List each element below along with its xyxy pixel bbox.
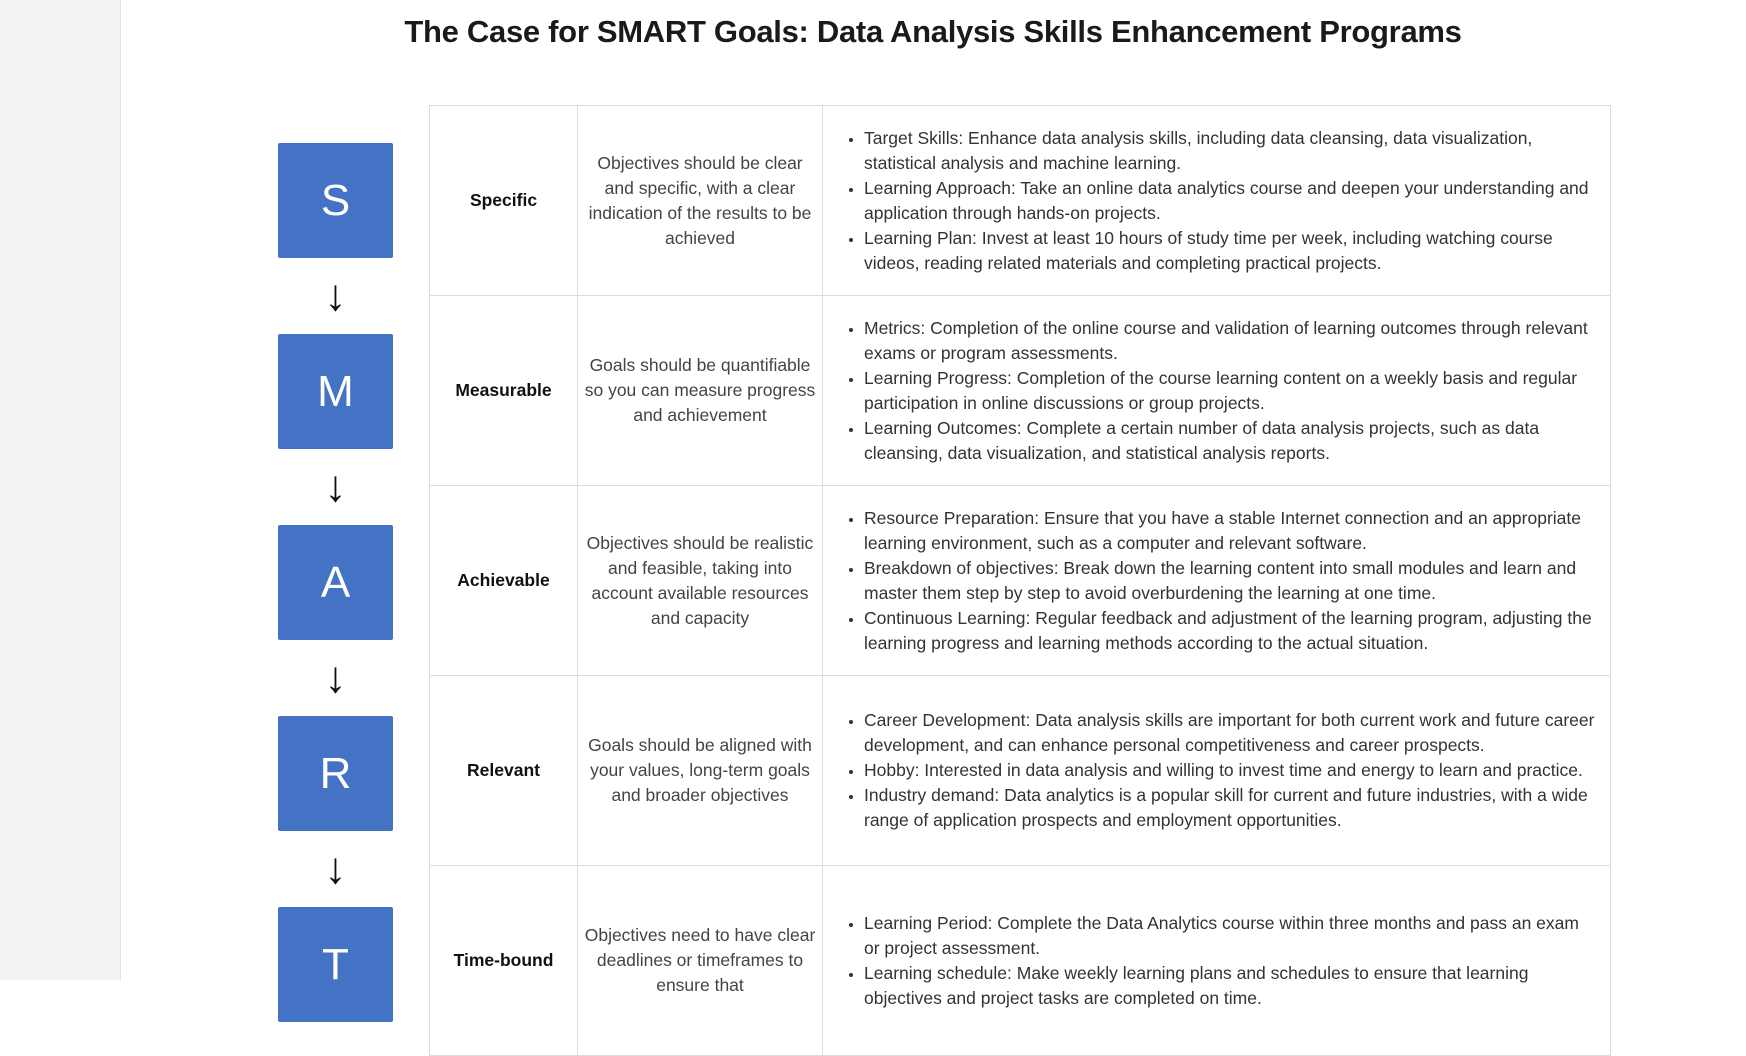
criterion-name: Measurable xyxy=(430,296,578,486)
criterion-details xyxy=(823,106,1611,296)
criterion-name: Time-bound xyxy=(430,866,578,1056)
list-item: • Hobby: Interested in data analysis and willing to invest time and energy to learn and practice. xyxy=(864,758,1598,783)
list-item: • Resource Preparation: Ensure that you have a stable Internet connection and an appropriate learning environment, such as a computer and relevant software. xyxy=(864,506,1598,556)
criterion-description: Objectives need to have clear deadlines or timeframes to ensure that xyxy=(578,866,823,1056)
arrow-down-icon: ↓ xyxy=(324,462,347,511)
table-row xyxy=(430,866,1611,1056)
letter-block-a: A xyxy=(278,525,393,640)
list-item: • Learning Outcomes: Complete a certain number of data analysis projects, such as data cleansing, data visualization, and statistical analysis reports. xyxy=(864,416,1598,466)
page-title: The Case for SMART Goals: Data Analysis Skills Enhancement Programs xyxy=(404,14,1462,49)
list-item: • Learning Plan: Invest at least 10 hours of study time per week, including watching course videos, reading related materials and completing practical projects. xyxy=(864,226,1598,276)
criterion-description: Objectives should be realistic and feasible, taking into account available resources and capacity xyxy=(578,486,823,676)
criterion-description: Objectives should be clear and specific, with a clear indication of the results to be achieved xyxy=(578,106,823,296)
letter-block-t: T xyxy=(278,907,393,1022)
list-item: • Metrics: Completion of the online course and validation of learning outcomes through relevant exams or program assessments. xyxy=(864,316,1598,366)
list-item: • Learning Approach: Take an online data analytics course and deepen your understanding and application through hands-on projects. xyxy=(864,176,1598,226)
smart-table xyxy=(429,105,1611,1056)
criterion-description: Goals should be aligned with your values, long-term goals and broader objectives xyxy=(578,676,823,866)
left-rail xyxy=(0,0,121,980)
list-item: • Industry demand: Data analytics is a popular skill for current and future industries, with a wide range of application prospects and employment opportunities. xyxy=(864,783,1598,833)
list-item: • Learning Progress: Completion of the course learning content on a weekly basis and regular participation in online discussions or group projects. xyxy=(864,366,1598,416)
table-row xyxy=(430,676,1611,866)
criterion-details xyxy=(823,296,1611,486)
criterion-details xyxy=(823,486,1611,676)
table-row xyxy=(430,486,1611,676)
list-item: • Continuous Learning: Regular feedback and adjustment of the learning program, adjusting the learning progress and learning methods according to the actual situation. xyxy=(864,606,1598,656)
list-item: • Learning Period: Complete the Data Analytics course within three months and pass an exam or project assessment. xyxy=(864,911,1598,961)
arrow-down-icon: ↓ xyxy=(324,271,347,320)
list-item: • Target Skills: Enhance data analysis skills, including data cleansing, data visualization, statistical analysis and machine learning. xyxy=(864,126,1598,176)
criterion-name: Relevant xyxy=(430,676,578,866)
list-item: • Learning schedule: Make weekly learning plans and schedules to ensure that learning objectives and project tasks are completed on time. xyxy=(864,961,1598,1011)
arrow-down-icon: ↓ xyxy=(324,653,347,702)
list-item: • Career Development: Data analysis skills are important for both current work and future career development, and can enhance personal competitiveness and career prospects. xyxy=(864,708,1598,758)
table-row xyxy=(430,296,1611,486)
criterion-name: Specific xyxy=(430,106,578,296)
criterion-description: Goals should be quantifiable so you can measure progress and achievement xyxy=(578,296,823,486)
letter-block-s: S xyxy=(278,143,393,258)
table-row xyxy=(430,106,1611,296)
arrow-down-icon: ↓ xyxy=(324,844,347,893)
letter-block-r: R xyxy=(278,716,393,831)
criterion-details xyxy=(823,866,1611,1056)
letter-block-m: M xyxy=(278,334,393,449)
smart-letters-column xyxy=(278,143,393,1022)
criterion-details xyxy=(823,676,1611,866)
criterion-name: Achievable xyxy=(430,486,578,676)
list-item: • Breakdown of objectives: Break down the learning content into small modules and learn and master them step by step to avoid overburdening the learning at one time. xyxy=(864,556,1598,606)
